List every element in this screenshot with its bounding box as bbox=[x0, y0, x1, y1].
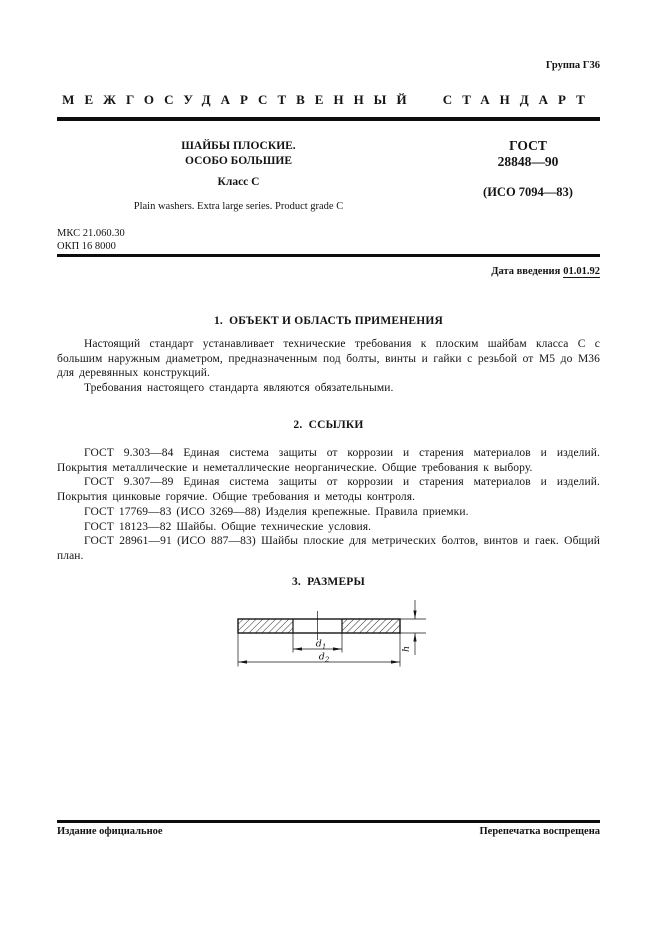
washer-section-right-hatch bbox=[342, 619, 400, 633]
dimension-label-h: h bbox=[401, 645, 412, 652]
okp-code: ОКП 16 8000 bbox=[57, 240, 116, 252]
section-3-heading: 3. РАЗМЕРЫ bbox=[291, 576, 366, 588]
section-2-heading: 2. ССЫЛКИ bbox=[293, 419, 364, 431]
reference-item: ГОСТ 17769—83 (ИСО 3269—88) Изделия крепежные. Правила приемки. bbox=[84, 505, 469, 518]
washer-cross-section-figure bbox=[225, 598, 435, 676]
h-arrow-bottom bbox=[413, 633, 416, 642]
document-title-en: Plain washers. Extra large series. Product grade C bbox=[133, 201, 344, 212]
introduction-date-label: Дата введения bbox=[491, 266, 561, 277]
iso-reference: (ИСО 7094—83) bbox=[483, 185, 573, 199]
paragraph: Требования настоящего стандарта являются обязательными. bbox=[84, 382, 394, 395]
standard-number-value: 28848—90 bbox=[497, 153, 559, 169]
footer-rule bbox=[57, 820, 600, 823]
d2-arrow-right bbox=[391, 660, 400, 663]
document-title-ru bbox=[57, 139, 420, 168]
classification-codes bbox=[57, 228, 125, 253]
product-grade-label: Класс С bbox=[217, 176, 260, 188]
h-arrow-top bbox=[413, 611, 416, 620]
washer-section-left-hatch bbox=[238, 619, 293, 633]
section-2-references bbox=[57, 446, 600, 564]
d1-arrow-right bbox=[333, 647, 342, 650]
reference-item: ГОСТ 9.307—89 Единая система защиты от коррозии и старения материалов и изделий. Покрытия цинковые горячие. Общие требования и методы контроля. bbox=[57, 476, 600, 504]
document-title-ru-line1: ШАЙБЫ ПЛОСКИЕ. bbox=[181, 140, 296, 152]
mks-code: МКС 21.060.30 bbox=[57, 228, 125, 239]
dimension-label-d1: $d_1$ bbox=[315, 638, 327, 651]
header-rule bbox=[57, 117, 600, 121]
standard-type-header: МЕЖГОСУДАРСТВЕННЫЙ СТАНДАРТ bbox=[62, 92, 595, 107]
group-label: Группа Г36 bbox=[545, 60, 600, 71]
introduction-date-value: 01.01.92 bbox=[563, 266, 600, 277]
reprint-prohibited-label: Перепечатка воспрещена bbox=[479, 826, 600, 837]
reference-item: ГОСТ 18123—82 Шайбы. Общие технические условия. bbox=[84, 520, 372, 533]
section-1-heading: 1. ОБЪЕКТ И ОБЛАСТЬ ПРИМЕНЕНИЯ bbox=[213, 315, 444, 327]
paragraph: Настоящий стандарт устанавливает технические требования к плоским шайбам класса С с большим наружным диаметром, предназначенным под болты, винты и гайки с резьбой от М5 до М36 для деревянных конструкций. bbox=[57, 338, 600, 380]
section-1-body bbox=[57, 337, 600, 396]
d1-arrow-left bbox=[293, 647, 302, 650]
d2-arrow-left bbox=[238, 660, 247, 663]
official-edition-label: Издание официальное bbox=[57, 826, 163, 837]
footer bbox=[57, 826, 600, 837]
reference-item: ГОСТ 9.303—84 Единая система защиты от коррозии и старения материалов и изделий. Покрытия металлические и неметаллические неорганические. Общие требования к выбору. bbox=[57, 447, 600, 474]
document-title-ru-line2: ОСОБО БОЛЬШИЕ bbox=[185, 154, 292, 167]
title-block-rule bbox=[57, 254, 600, 257]
dimension-label-d2: $d_2$ bbox=[318, 651, 330, 664]
standard-number bbox=[455, 138, 601, 169]
introduction-date bbox=[57, 266, 600, 277]
standard-number-label: ГОСТ bbox=[509, 138, 547, 153]
reference-item: ГОСТ 28961—91 (ИСО 887—83) Шайбы плоские для метрических болтов, винтов и гаек. Общий план. bbox=[57, 535, 600, 562]
